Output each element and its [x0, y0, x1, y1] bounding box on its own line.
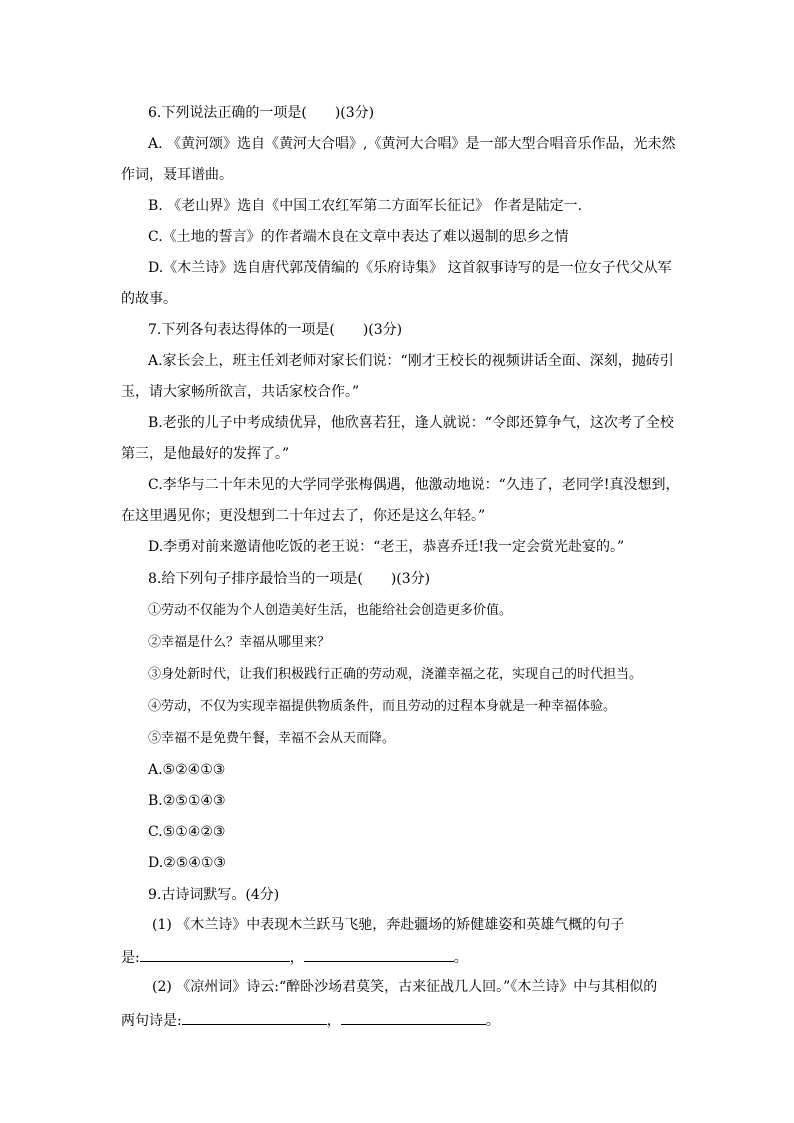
q7-option-a-cont: 玉，请大家畅所欲言，共话家校合作。”: [121, 384, 360, 400]
q6-option-b: B. 《老山界》选自《中国工农红军第二方面军长征记》 作者是陆定一.: [148, 198, 583, 214]
q8-option-b: B.②⑤①④③: [148, 793, 226, 809]
q7-option-b-cont: 第三，是他最好的发挥了。”: [121, 446, 290, 462]
q8-sentence-3: ③身处新时代，让我们积极践行正确的劳动观，浇灌幸福之花，实现自己的时代担当。: [148, 667, 643, 682]
q7-option-a: A.家长会上，班主任刘老师对家长们说：“刚才王校长的视频讲话全面、深刻，抛砖引: [148, 353, 674, 369]
q6-option-c: C.《土地的誓言》的作者端木良在文章中表达了难以遏制的思乡之情: [148, 229, 569, 245]
q7-option-c-cont: 在这里遇见你；更没想到二十年过去了，你还是这么年轻。”: [121, 508, 486, 524]
answer-end: 。: [453, 950, 468, 966]
q7-option-b: B.老张的儿子中考成绩优异，他欣喜若狂，逢人就说：“令郎还算争气，这次考了全校: [148, 415, 674, 431]
q9-part-2: (2) 《凉州词》诗云:“醉卧沙场君莫笑，古来征战几人回。”《木兰诗》中与其相似的: [152, 979, 658, 995]
q8-option-a: A.⑤②④①③: [148, 762, 226, 778]
q9-part-1: (1) 《木兰诗》中表现木兰跃马飞驰，奔赴疆场的矫健雄姿和英雄气概的句子: [152, 917, 625, 933]
q6-option-d-cont: 的故事。: [121, 291, 177, 307]
answer-separator: ，: [289, 950, 304, 966]
q8-option-c: C.⑤①④②③: [148, 824, 226, 840]
q9-part-1-answer: [121, 947, 681, 967]
answer-blank-2[interactable]: [304, 947, 454, 962]
q7-option-d: D.李勇对前来邀请他吃饭的老王说：“老王，恭喜乔迁!我一定会赏光赴宴的。”: [148, 539, 625, 555]
answer-separator: ，: [326, 1013, 341, 1029]
q9-stem: 9.古诗词默写。(4分): [148, 887, 280, 903]
q8-option-d: D.②⑤④①③: [148, 855, 226, 871]
answer-blank-3[interactable]: [182, 1010, 327, 1025]
answer-prefix: 两句诗是:: [121, 1013, 182, 1029]
q9-part-2-answer: [121, 1010, 681, 1030]
q6-stem: 6.下列说法正确的一项是( )(3分): [148, 105, 375, 121]
q6-option-a: A. 《黄河颂》选自《黄河大合唱》,《黄河大合唱》是一部大型合唱音乐作品，光未然: [148, 136, 676, 152]
answer-blank-4[interactable]: [341, 1010, 486, 1025]
answer-end: 。: [485, 1013, 500, 1029]
q7-option-c: C.李华与二十年未见的大学同学张梅偶遇，他激动地说：“久违了，老同学!真没想到，: [148, 477, 680, 493]
q8-stem: 8.给下列句子排序最恰当的一项是( )(3分): [148, 571, 431, 587]
q8-sentence-5: ⑤幸福不是免费午餐，幸福不会从天而降。: [148, 731, 396, 746]
q6-option-a-cont: 作词，聂耳谱曲。: [121, 167, 233, 183]
q7-stem: 7.下列各句表达得体的一项是( )(3分): [148, 322, 403, 338]
answer-prefix: 是:: [121, 950, 140, 966]
q8-sentence-2: ②幸福是什么？幸福从哪里来？: [148, 635, 331, 650]
answer-blank-1[interactable]: [140, 947, 290, 962]
q8-sentence-4: ④劳动，不仅为实现幸福提供物质条件，而且劳动的过程本身就是一种幸福体验。: [148, 699, 617, 714]
q8-sentence-1: ①劳动不仅能为个人创造美好生活，也能给社会创造更多价值。: [148, 603, 513, 618]
q6-option-d: D.《木兰诗》选自唐代郭茂倩编的《乐府诗集》 这首叙事诗写的是一位女子代父从军: [148, 260, 672, 276]
